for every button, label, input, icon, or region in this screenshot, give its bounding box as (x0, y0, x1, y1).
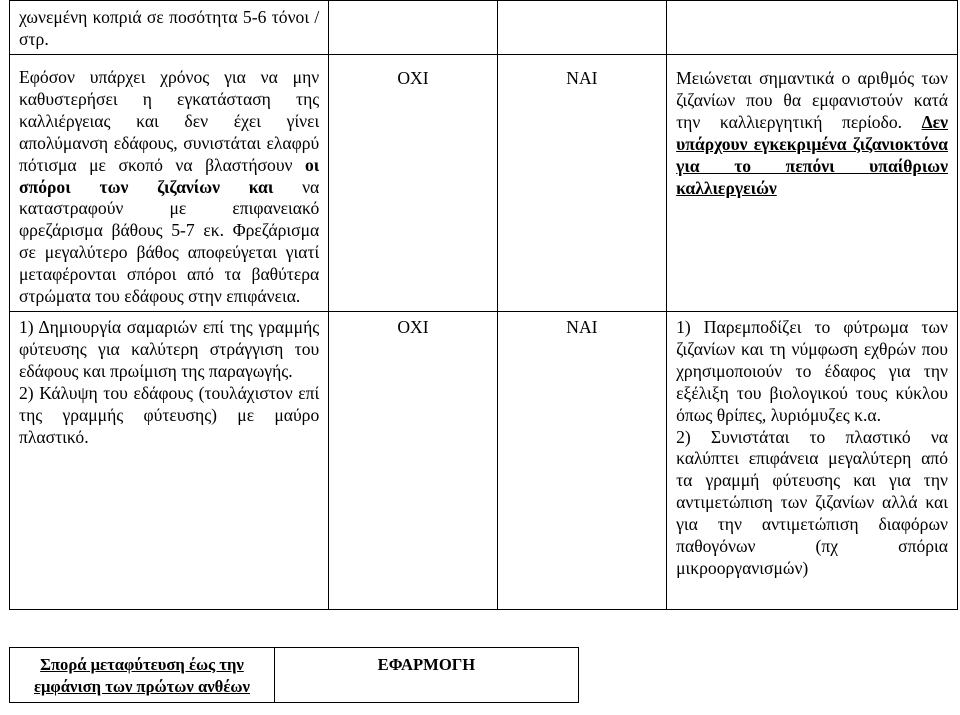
empty-cell (497, 1, 666, 55)
note-cell (667, 312, 958, 610)
note-item: 2) Συνιστάται το πλαστικό να καλύπτει επιφάνεια μεγαλύτερη από τα γραμμή φύτευσης και για την αντιμετώπιση των ζιζανίων αλλά και για την αντιμετώπιση διαφόρων παθογόνων (πχ σπόρια μικροοργανισμών) (676, 426, 948, 578)
note-text: Μειώνεται σημαντικά ο αριθμός των ζιζανίων που θα εμφανιστούν κατά την καλλιεργητική περίοδο. (676, 68, 948, 132)
answer-no: ΟΧΙ (397, 68, 429, 88)
method-cell (10, 1, 329, 55)
answer-cell (329, 55, 497, 312)
table-row (10, 312, 958, 610)
application-cell (274, 648, 578, 703)
table-row (10, 55, 958, 312)
note-item: 1) Παρεμποδίζει το φύτρωμα των ζιζανίων και τη νύμφωση εχθρών που χρησιμοποιούν το έδαφος για την εξέλιξη του βιολογικού τους κύκλου όπως θρίπες, λυριόμυζες κ.α. (676, 317, 948, 425)
method-bold-text: οι σπόροι των ζιζανίων και (19, 154, 320, 197)
answer-yes: ΝΑΙ (566, 317, 598, 337)
stage-header-table (9, 647, 579, 703)
empty-cell (667, 1, 958, 55)
method-cell (10, 55, 329, 312)
stage-label: Σπορά μεταφύτευση έως την εμφάνιση των πρώτων ανθέων (33, 655, 250, 696)
empty-cell (329, 1, 497, 55)
stage-cell (10, 648, 275, 703)
method-cell (10, 312, 329, 610)
table-row (10, 648, 579, 703)
answer-yes: ΝΑΙ (566, 68, 598, 88)
note-highlight: Δεν υπάρχουν εγκεκριμένα ζιζανιοκτόνα για το πεπόνι υπαίθριων καλλιεργειών (676, 111, 948, 198)
answer-cell (497, 312, 666, 610)
application-label: ΕΦΑΡΜΟΓΗ (377, 655, 476, 674)
answer-cell (497, 55, 666, 312)
method-text: χωνεμένη κοπριά σε ποσότητα 5-6 τόνοι / στρ. (19, 7, 320, 49)
method-text: Εφόσον υπάρχει χρόνος για να μην καθυστερήσει η εγκατάσταση της καλλιέργειας και δεν έχει γίνει απολύμανση εδάφους, συνιστάται ελαφρύ πότισμα με σκοπό να βλαστήσουν (19, 67, 320, 175)
answer-no: ΟΧΙ (397, 317, 429, 337)
method-item: 2) Κάλυψη του εδάφους (τουλάχιστον επί της γραμμής φύτευσης) με μαύρο πλαστικό. (19, 382, 320, 447)
note-cell (667, 55, 958, 312)
method-item: 1) Δημιουργία σαμαριών επί της γραμμής φύτευσης για καλύτερη στράγγιση του εδάφους και πρωίμιση της παραγωγής. (19, 317, 320, 381)
answer-cell (329, 312, 497, 610)
method-text-continued: να καταστραφούν με επιφανειακό φρεζάρισμα βάθους 5-7 εκ. Φρεζάρισμα σε μεγαλύτερο βάθος αποφεύγεται γιατί μεταφέρονται σπόροι από τα βαθύτερα στρώματα του εδάφους στην επιφάνεια. (19, 176, 320, 307)
practices-table (9, 0, 958, 610)
table-row (10, 1, 958, 55)
